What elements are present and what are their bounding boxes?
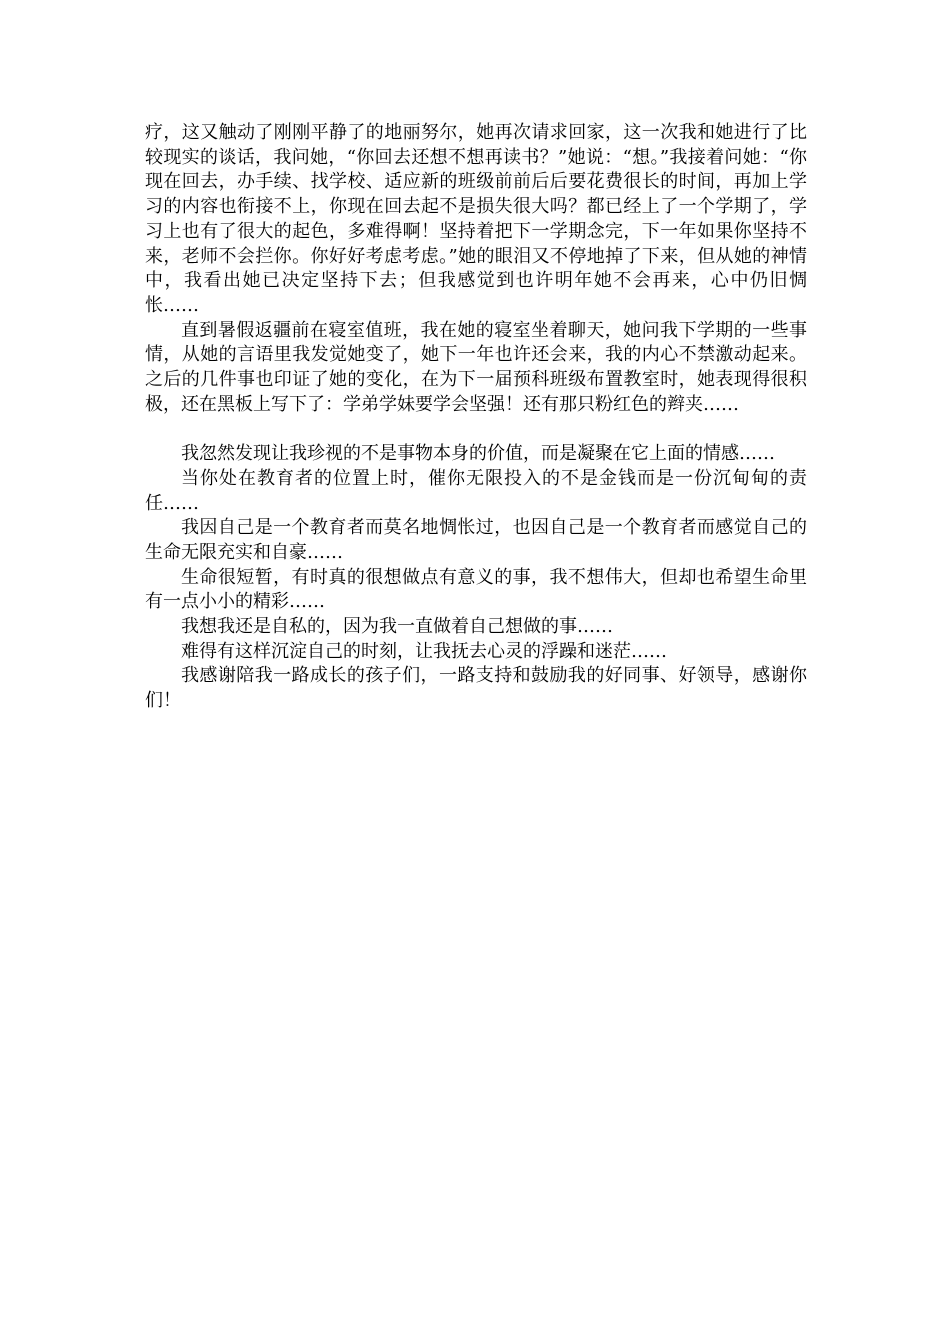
- paragraph: 生命很短暂，有时真的很想做点有意义的事，我不想伟大，但却也希望生命里有一点小小的精彩……: [145, 566, 807, 613]
- paragraph: 我感谢陪我一路成长的孩子们，一路支持和鼓励我的好同事、好领导，感谢你们！: [145, 665, 807, 712]
- paragraph: 我忽然发现让我珍视的不是事物本身的价值，而是凝聚在它上面的情感……: [181, 443, 775, 465]
- document-page: [145, 121, 807, 714]
- paragraph: 我因自己是一个教育者而莫名地惆怅过，也因自己是一个教育者而感觉自己的生命无限充实和自豪……: [145, 517, 807, 563]
- paragraph: 直到暑假返疆前在寝室值班，我在她的寝室坐着聊天，她问我下学期的一些事情，从她的言语里我发觉她变了，她下一年也许还会来，我的内心不禁激动起来。之后的几件事也印证了她的变化，在为下一届预科班级布置教室时，她表现得很积极，还在黑板上写下了：学弟学妹要学会坚强！还有那只粉红色的辫夹……: [145, 319, 807, 415]
- paragraph: 我想我还是自私的，因为我一直做着自己想做的事……: [181, 616, 613, 638]
- paragraph: 难得有这样沉淀自己的时刻，让我抚去心灵的浮躁和迷茫……: [181, 640, 667, 662]
- paragraph: 当你处在教育者的位置上时，催你无限投入的不是金钱而是一份沉甸甸的责任……: [145, 467, 807, 514]
- paragraph-gap: [145, 417, 807, 442]
- paragraph: 疗，这又触动了刚刚平静了的地丽努尔，她再次请求回家，这一次我和她进行了比较现实的谈话，我问她，“你回去还想不想再读书？”她说：“想。”我接着问她：“你现在回去，办手续、找学校、适应新的班级前前后后要花费很长的时间，再加上学习的内容也衔接不上，你现在回去起不是损失很大吗？都已经上了一个学期了，学习上也有了很大的起色，多难得啊！坚持着把下一学期念完，下一年如果你坚持不来，老师不会拦你。你好好考虑考虑。”她的眼泪又不停地掉了下来，但从她的神情中，我看出她已决定坚持下去；但我感觉到也许明年她不会再来，心中仍旧惆怅……: [145, 122, 807, 316]
